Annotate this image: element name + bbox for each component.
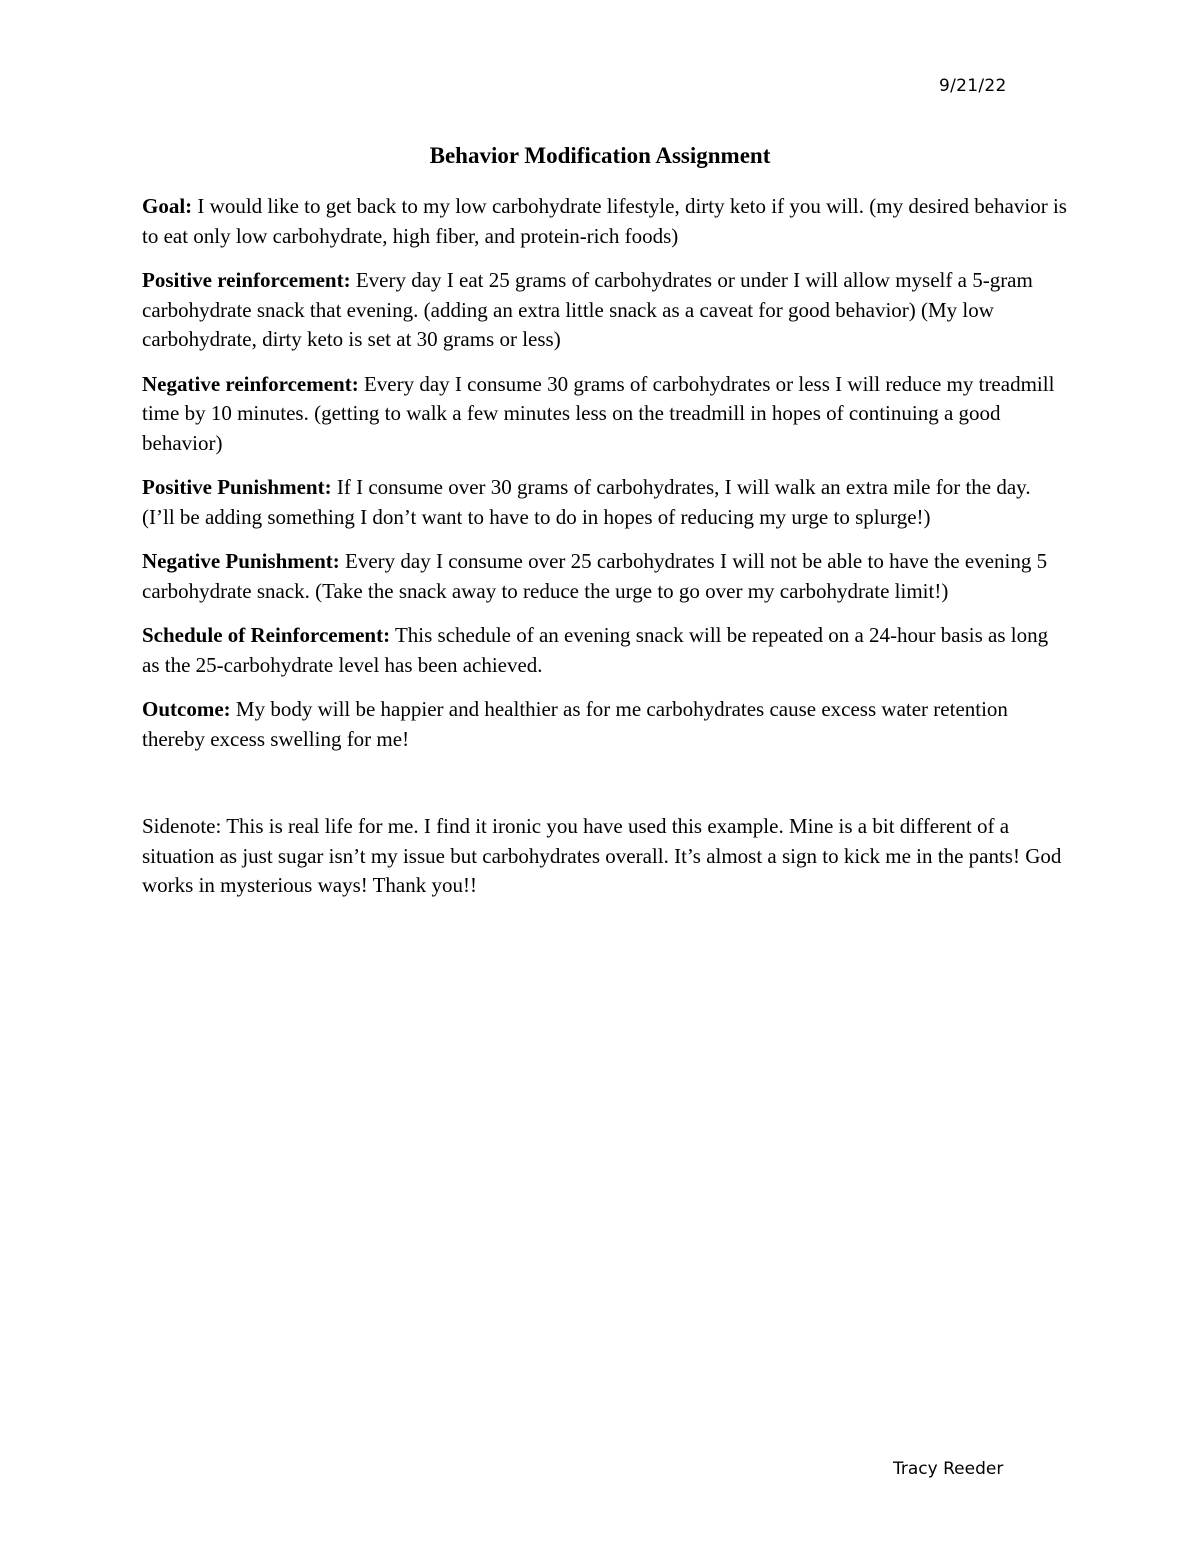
section-schedule-of-reinforcement [142,621,1067,680]
section-text: Every day I eat 25 grams of carbohydrates or under I will allow myself a 5-gram carbohydrate snack that evening. (adding an extra little snack as a caveat for good behavior) (My low carbohydrate, dirty keto is set at 30 grams or less) [142,268,1033,351]
section-negative-reinforcement [142,370,1067,459]
section-text: My body will be happier and healthier as for me carbohydrates cause excess water retention thereby excess swelling for me! [142,697,1008,751]
section-term: Positive reinforcement: [142,268,351,292]
section-term: Schedule of Reinforcement: [142,623,391,647]
section-text: If I consume over 30 grams of carbohydrates, I will walk an extra mile for the day. (I’ll be adding something I don’t want to have to do in hopes of reducing my urge to splurge!) [142,475,1031,529]
section-text: I would like to get back to my low carbohydrate lifestyle, dirty keto if you will. (my desired behavior is to eat only low carbohydrate, high fiber, and protein-rich foods) [142,194,1067,248]
document-body [142,192,1067,916]
document-title: Behavior Modification Assignment [429,143,771,168]
section-text: This schedule of an evening snack will be repeated on a 24-hour basis as long as the 25-carbohydrate level has been achieved. [142,623,1049,677]
section-term: Negative reinforcement: [142,371,359,396]
section-term: Positive Punishment: [142,475,332,499]
sidenote: Sidenote: This is real life for me. I find it ironic you have used this example. Mine is a bit different of a situation as just sugar isn’t my issue but carbohydrates overall. It’s almost a sign to kick me in the pants! God works in mysterious ways! Thank you!! [142,814,1062,897]
section-goal [142,192,1067,251]
section-text: Every day I consume 30 grams of carbohydrates or less I will reduce my treadmill time by 10 minutes. (getting to walk a few minutes less on the treadmill in hopes of continuing a good behavior) [142,371,1055,455]
section-term: Goal: [142,194,193,218]
section-term: Outcome: [142,697,231,721]
footer-author: Tracy Reeder [893,1459,1004,1479]
section-negative-punishment [142,547,1067,606]
section-text: Every day I consume over 25 carbohydrates I will not be able to have the evening 5 carbohydrate snack. (Take the snack away to reduce the urge to go over my carbohydrate limit!) [142,549,1048,603]
header-date: 9/21/22 [939,76,1007,96]
section-positive-punishment [142,473,1067,532]
section-positive-reinforcement [142,266,1067,355]
section-outcome [142,695,1067,754]
section-term: Negative Punishment: [142,549,340,573]
